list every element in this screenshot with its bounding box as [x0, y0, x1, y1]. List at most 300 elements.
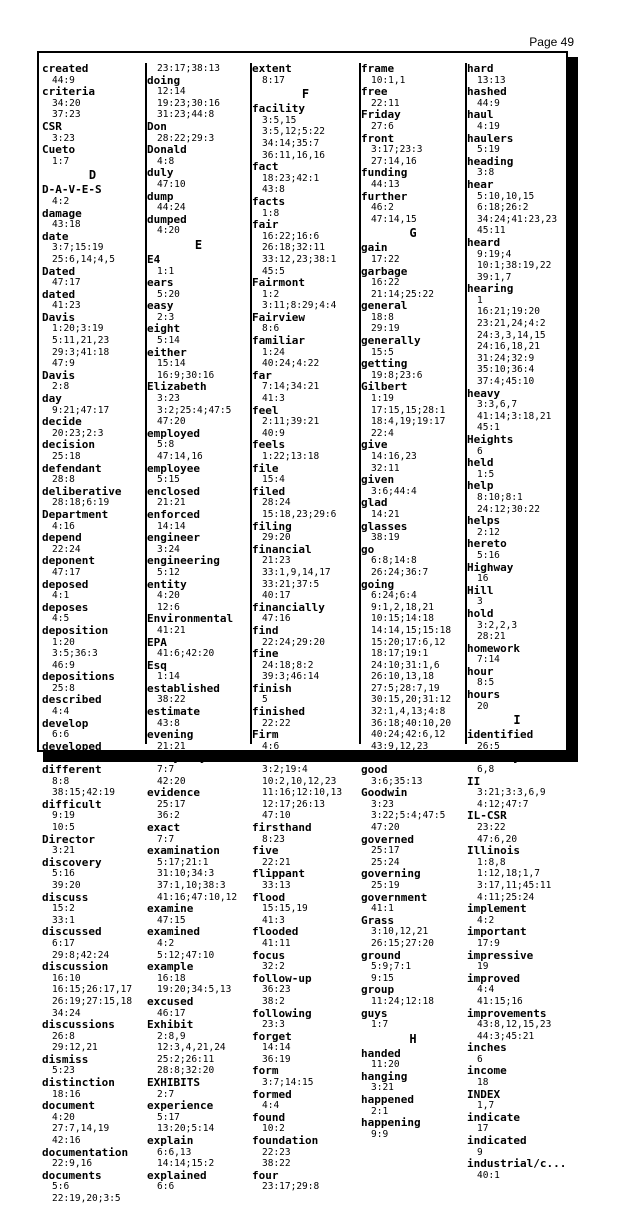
page-line-ref: 4:20: [157, 590, 180, 602]
page-line-ref: 2:11;39:21: [262, 416, 320, 428]
index-entry: [147, 961, 250, 996]
index-entry: [147, 1135, 250, 1170]
page-line-ref: 39:1,7: [477, 271, 512, 283]
index-term: EXHIBITS: [147, 1076, 200, 1090]
page-line-ref: 15:2: [52, 903, 75, 915]
page-line-ref: 27:6: [371, 120, 394, 132]
page-line-ref: 22:4: [371, 427, 394, 439]
index-term: depend: [42, 531, 82, 545]
index-entry: [42, 486, 143, 509]
index-term: discussed: [42, 925, 102, 939]
index-term: EPA: [147, 635, 167, 649]
index-entry: [252, 277, 359, 312]
index-term: day: [42, 392, 62, 406]
page-line-ref: 18:4,19;19:17: [371, 416, 446, 428]
page-line-ref: 22:24;29:20: [262, 636, 325, 648]
page-line-ref: 2:8: [52, 381, 70, 393]
page-line-ref: 38:19: [371, 532, 400, 544]
index-entry: [42, 602, 143, 625]
index-entry: [467, 237, 567, 283]
index-term: government: [361, 890, 428, 904]
index-entry: [42, 86, 143, 121]
index-term: good: [361, 763, 388, 777]
index-entry: [361, 950, 465, 985]
page-line-ref: 43:8: [157, 717, 180, 729]
page-line-ref: 3: [477, 596, 483, 608]
page-line-ref: 1,7: [477, 1100, 495, 1112]
index-entry: [361, 764, 465, 787]
index-term: entity: [147, 577, 187, 591]
page-line-ref: 16:10: [52, 972, 81, 984]
page-line-ref: 3:23: [371, 798, 394, 810]
index-term: handed: [361, 1046, 401, 1060]
index-term: examine: [147, 902, 194, 916]
page-line-ref: 21:21: [157, 497, 186, 509]
page-line-ref: 10:2,10,12,23: [262, 775, 337, 787]
index-term: hear: [467, 177, 494, 191]
page-line-ref: 22:19,20;3:5: [52, 1193, 121, 1204]
index-entry: [252, 973, 359, 1008]
page-line-ref: 47:20: [157, 416, 186, 428]
index-term: hard: [467, 62, 494, 75]
page-line-ref: 2:7: [157, 1088, 175, 1100]
page-line-ref: 44:2,24;45:16: [371, 752, 446, 764]
index-term: indicate: [467, 1110, 520, 1124]
index-term: Esq: [147, 658, 167, 672]
index-entry: [361, 787, 465, 833]
index-entry: [147, 555, 250, 578]
page-line-ref: 36:18;40:10,20: [371, 717, 452, 729]
page-line-ref: 5:12;47:10: [157, 949, 215, 961]
index-entry: [467, 689, 567, 712]
index-entry: [147, 660, 250, 683]
page-line-ref: 43:9,12,23: [371, 740, 429, 752]
page-line-ref: 3:17,11;45:11: [477, 879, 552, 891]
page-line-ref: 3:11;8:29;4:4: [262, 300, 337, 312]
index-entry: [361, 1094, 465, 1117]
index-term: Grass: [361, 913, 395, 927]
index-entry: [361, 544, 465, 579]
page-line-ref: 45:1: [477, 422, 500, 434]
section-letter: I: [513, 713, 521, 728]
index-entry: [467, 434, 567, 457]
page-line-ref: 18:8: [371, 311, 394, 323]
index-entry: [252, 729, 359, 752]
index-entry: [252, 822, 359, 845]
page-line-ref: 5:16: [52, 868, 75, 880]
page-line-ref: 14:14: [157, 520, 186, 532]
index-entry: [42, 857, 143, 892]
index-column-1: [42, 62, 143, 1204]
page-line-ref: 1:7: [371, 1019, 389, 1031]
index-column-4: [359, 62, 465, 1140]
index-term: follow-up: [252, 971, 312, 985]
index-term: haulers: [467, 131, 514, 145]
page-line-ref: 19: [477, 961, 489, 973]
page-line-ref: 36:11,16,16: [262, 149, 325, 161]
index-entry: [361, 381, 465, 439]
page-line-ref: 4:1: [52, 590, 70, 602]
page-line-ref: 44:3;45:21: [477, 1030, 535, 1042]
index-entry: [467, 457, 567, 480]
index-entry: [42, 671, 143, 694]
page-line-ref: 20:23;2:3: [52, 427, 104, 439]
index-term: discussions: [42, 1018, 115, 1032]
index-term: develop: [42, 716, 89, 730]
page-line-ref: 47:9: [52, 358, 75, 370]
index-term: created: [42, 62, 89, 75]
index-entry: [252, 509, 359, 521]
page-line-ref: 19:8;23:6: [371, 369, 423, 381]
index-entry: [467, 903, 567, 926]
index-term: decision: [42, 438, 95, 452]
page-line-ref: 29:12,21: [52, 1042, 98, 1054]
page-line-ref: 37:1,10;38:3: [157, 879, 226, 891]
index-term: IL-CSR: [467, 809, 507, 823]
index-entry: [361, 133, 465, 168]
index-term: distinction: [42, 1076, 115, 1090]
index-term: Elizabeth: [147, 380, 207, 394]
index-entry: [42, 416, 143, 439]
index-entry: [252, 950, 359, 973]
page-line-ref: 11:24;12:18: [371, 995, 434, 1007]
page-line-ref: 6: [477, 445, 483, 457]
page-line-ref: 42:20: [157, 775, 186, 787]
page-line-ref: 15:20;17:6,12: [371, 636, 446, 648]
index-term: facility: [252, 102, 305, 116]
index-term: document: [42, 1099, 95, 1113]
page-line-ref: 3:17;23:3: [371, 144, 423, 156]
index-entry: [252, 439, 359, 462]
page-line-ref: 4:20: [157, 225, 180, 237]
index-entry: [147, 428, 250, 463]
index-term: Friday: [361, 108, 401, 122]
page-line-ref: 9: [477, 1146, 483, 1158]
index-term: date: [42, 229, 69, 243]
index-term: Department: [42, 507, 109, 521]
index-entry: [147, 996, 250, 1019]
index-entry: [467, 776, 567, 811]
index-entry: [252, 544, 359, 602]
index-entry: [361, 579, 465, 765]
index-term: hour: [467, 664, 494, 678]
index-term: further: [361, 189, 408, 203]
index-entry: [147, 845, 250, 903]
page-line-ref: 5:17: [157, 1111, 180, 1123]
index-term: discussion: [42, 960, 109, 974]
index-term: front: [361, 131, 395, 145]
index-term: Goodwin: [361, 786, 408, 800]
index-term: flippant: [252, 867, 305, 881]
page-line-ref: 16:15;26:17,17: [52, 984, 133, 996]
page-line-ref: 18:16: [52, 1088, 81, 1100]
index-term: improvements: [467, 1006, 547, 1020]
index-entry: [42, 231, 143, 266]
index-term: indicated: [467, 1134, 527, 1148]
page-line-ref: 44:9: [52, 74, 75, 86]
index-term: doing: [147, 73, 181, 87]
page-line-ref: 40:24;42:6,12: [371, 729, 446, 741]
page-line-ref: 44:9: [477, 97, 500, 109]
page-line-ref: 8:10;8:1: [477, 491, 523, 503]
index-term: five: [252, 844, 279, 858]
index-entry: [42, 1077, 143, 1100]
page-line-ref: 1:2: [262, 288, 280, 300]
page-line-ref: 5:17;21:1: [157, 856, 209, 868]
index-term: impressive: [467, 948, 534, 962]
index-term: established: [147, 681, 220, 695]
index-entry: [42, 509, 143, 532]
index-entry: [42, 144, 143, 167]
page-line-ref: 36:2: [157, 810, 180, 822]
page-line-ref: 27:7,14,19: [52, 1123, 110, 1135]
page-line-ref: 47:17: [52, 277, 81, 289]
page-line-ref: 45:5: [262, 265, 285, 277]
index-column-2: [145, 63, 250, 1193]
index-entry: [361, 191, 465, 226]
index-entry: [361, 474, 465, 497]
index-entry: [252, 1065, 359, 1088]
index-entry: [147, 486, 250, 509]
index-entry: [147, 75, 250, 121]
index-term: fair: [252, 218, 279, 232]
page-line-ref: 16:9;30:16: [157, 369, 215, 381]
page-line-ref: 31:23;44:8: [157, 109, 215, 121]
page-line-ref: 6:6: [52, 729, 70, 741]
index-entry: [252, 1031, 359, 1066]
page-line-ref: 24:10;31:1,6: [371, 659, 440, 671]
index-term: Dated: [42, 264, 76, 278]
section-letter: F: [301, 87, 310, 102]
page-line-ref: 36:19: [262, 1053, 291, 1065]
page-line-ref: 14:14: [262, 1042, 291, 1054]
index-entry: [42, 579, 143, 602]
page-line-ref: 9:21;47:17: [52, 404, 110, 416]
index-term: guys: [361, 1006, 388, 1020]
index-term: deponent: [42, 554, 95, 568]
index-entry: [467, 1042, 567, 1065]
index-term: hanging: [361, 1069, 408, 1083]
page-line-ref: 12:6: [157, 601, 180, 613]
index-term: explained: [147, 1168, 207, 1182]
page-line-ref: 25:17: [157, 798, 186, 810]
section-letter: D: [88, 168, 97, 183]
index-term: going: [361, 577, 395, 591]
page-line-ref: 14:14;15:2: [157, 1158, 215, 1170]
page-line-ref: 4:4: [262, 1100, 280, 1112]
page-line-ref: 43:8,12,15,23: [477, 1019, 552, 1031]
page-line-ref: 13:13: [477, 74, 506, 86]
index-term: Environmental: [147, 612, 234, 626]
page-line-ref: 22:24: [52, 543, 81, 555]
index-entry: [42, 532, 143, 555]
page-line-ref: 17:15,15;28:1: [371, 404, 446, 416]
page-line-ref: 8:17: [262, 74, 285, 86]
index-term: file: [252, 461, 279, 475]
page-line-ref: 4:4: [52, 706, 70, 718]
page-line-ref: 16:22;16:6: [262, 230, 320, 242]
page-line-ref: 4:16: [52, 520, 75, 532]
index-term: flooded: [252, 925, 299, 939]
index-entry: [361, 358, 465, 381]
index-term: exact: [147, 821, 181, 834]
index-entry: [147, 167, 250, 190]
index-entry: [42, 834, 143, 857]
page-line-ref: 28:21: [477, 631, 506, 643]
page-line-ref: 17:9: [477, 937, 500, 949]
page-line-ref: 3:7;14:15: [262, 1077, 314, 1089]
index-term: Fairview: [252, 310, 305, 324]
page-line-ref: 25:6,14;4,5: [52, 253, 115, 265]
page-line-ref: 1:8: [262, 207, 280, 219]
index-term: developed: [42, 739, 102, 753]
index-entry: [361, 868, 465, 891]
page-line-ref: 2:1: [371, 1105, 389, 1117]
page-line-ref: 15:15,19: [262, 903, 308, 915]
index-entry: [147, 347, 250, 382]
page-line-ref: 5:9;7:1: [371, 961, 412, 973]
page-line-ref: 22:9,16: [52, 1158, 93, 1170]
index-term: Hill: [467, 583, 494, 597]
page-line-ref: 40:1: [477, 1169, 500, 1181]
page-line-ref: 10:1,1: [371, 74, 406, 86]
index-term: Highway: [467, 560, 514, 574]
page-line-ref: 14:16,23: [371, 451, 417, 462]
section-letter: H: [409, 1031, 417, 1046]
index-entry: [361, 109, 465, 132]
index-term: haul: [467, 108, 494, 122]
index-entry: [467, 1089, 567, 1112]
page-line-ref: 47:6,20: [477, 833, 518, 845]
page-line-ref: 33:12,23;38:1: [262, 253, 337, 265]
index-entry: [361, 86, 465, 109]
page-line-ref: 47:10: [262, 810, 291, 822]
index-entry: [147, 381, 250, 427]
page-line-ref: 26:24;36:7: [371, 566, 429, 578]
page-line-ref: 24:12;30:22: [477, 503, 540, 515]
index-entry: [467, 950, 567, 973]
index-term: glad: [361, 496, 388, 510]
page-line-ref: 42:16: [52, 1135, 81, 1147]
index-term: give: [361, 438, 388, 452]
page-line-ref: 41:14;3:18,21: [477, 410, 552, 422]
index-entry: [467, 1112, 567, 1135]
index-entry: [467, 538, 567, 561]
index-entry: [147, 63, 250, 75]
index-column-5: [465, 62, 567, 1181]
page-line-ref: 40:17: [262, 590, 291, 602]
index-term: excused: [147, 994, 194, 1008]
page-line-ref: 5:11,21,23: [52, 335, 110, 347]
page-line-ref: 23:21,24;4:2: [477, 318, 546, 330]
index-term: examined: [147, 925, 200, 939]
page-line-ref: 1:5: [477, 468, 495, 480]
index-column-3: [250, 62, 359, 1193]
index-term: go: [361, 542, 375, 556]
page-line-ref: 46:2: [371, 202, 394, 214]
index-term: happened: [361, 1093, 414, 1107]
index-term: Cueto: [42, 143, 76, 157]
page-line-ref: 32:2: [262, 961, 285, 973]
page-line-ref: 3:2;19:4: [262, 764, 308, 776]
index-entry: [147, 1100, 250, 1123]
index-entry: [467, 973, 567, 996]
index-term: Director: [42, 832, 95, 846]
index-term: Exhibit: [147, 1018, 194, 1032]
page-line-ref: 5:10,10,15: [477, 190, 535, 202]
index-term: E4: [147, 252, 161, 266]
page-line-ref: 46:17: [157, 1007, 186, 1019]
index-entry: [42, 694, 143, 717]
page-line-ref: 18:17;19:1: [371, 648, 429, 660]
index-entry: [42, 289, 143, 312]
index-entry: [252, 1135, 359, 1170]
index-entry: [252, 868, 359, 891]
index-entry: [147, 706, 250, 729]
page-line-ref: 26:18;32:11: [262, 242, 325, 254]
index-term: hereto: [467, 537, 507, 551]
page-number: Page 49: [529, 35, 574, 49]
index-term: funding: [361, 166, 408, 180]
index-entry: [252, 219, 359, 277]
page-line-ref: 2:12: [477, 526, 500, 538]
index-entry: [147, 214, 250, 237]
page-line-ref: 33:13: [262, 879, 291, 891]
index-term: dump: [147, 189, 174, 203]
index-entry: [252, 752, 359, 822]
index-entry: [467, 926, 567, 949]
index-entry: [467, 63, 567, 86]
index-entry: [252, 312, 359, 335]
page-line-ref: 41:3: [262, 914, 285, 926]
index-entry: [252, 706, 359, 729]
index-term: generally: [361, 334, 421, 348]
index-term: industrial/c...: [467, 1157, 567, 1171]
page-line-ref: 47:16: [262, 613, 291, 625]
index-entry: [147, 613, 250, 636]
index-term: improved: [467, 971, 520, 985]
page-line-ref: 1:14: [157, 671, 180, 683]
page-line-ref: 35:10;36:4: [477, 364, 535, 376]
index-term: general: [361, 299, 408, 313]
page-line-ref: 26:15;27:20: [371, 937, 434, 949]
index-entry: [252, 370, 359, 405]
page-line-ref: 6:24;6:4: [371, 590, 417, 602]
index-entry: [252, 405, 359, 440]
index-entry: [42, 1019, 143, 1054]
index-entry: [147, 191, 250, 214]
index-entry: [252, 926, 359, 949]
index-term: found: [252, 1110, 286, 1124]
page-line-ref: 8:6: [262, 323, 280, 335]
index-frame: [37, 51, 568, 1204]
page-line-ref: 1:22;13:18: [262, 451, 320, 462]
page-line-ref: 15:4: [262, 474, 285, 486]
index-term: happening: [361, 1116, 421, 1130]
index-term: given: [361, 473, 395, 487]
page-line-ref: 47:17: [52, 566, 81, 578]
page-line-ref: 34:14;35:7: [262, 137, 320, 149]
page-line-ref: 5:16: [477, 549, 500, 561]
index-term: II: [467, 774, 481, 788]
index-term: ears: [147, 276, 174, 290]
index-entry: [467, 1065, 567, 1088]
index-entry: [252, 486, 359, 509]
page-line-ref: 41:15;16: [477, 995, 523, 1007]
page-line-ref: 16:21;19:20: [477, 306, 540, 318]
page-line-ref: 28:8: [52, 474, 75, 486]
index-term: employed: [147, 426, 200, 440]
